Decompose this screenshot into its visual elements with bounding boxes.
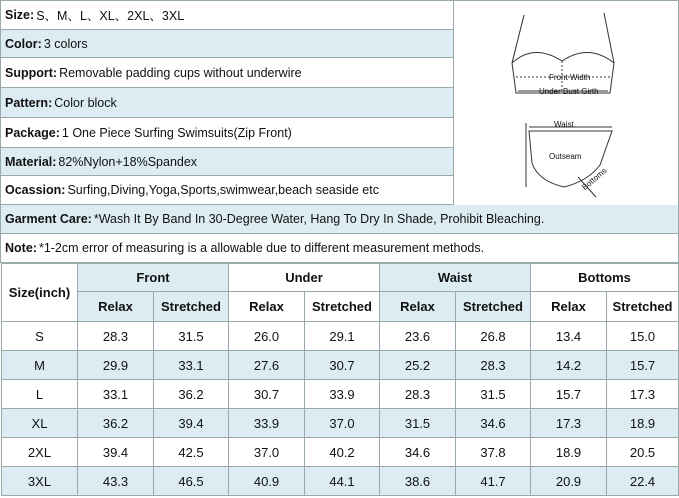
measurement-cell: 30.7 [229, 380, 305, 409]
measurement-cell: 36.2 [154, 380, 229, 409]
spec-label: Note: [5, 241, 37, 255]
outseam-label: Outseam [549, 152, 582, 161]
spec-value: *Wash It By Band In 30-Degree Water, Hang To Dry In Shade, Prohibit Bleaching. [93, 212, 545, 226]
size-cell: 3XL [2, 467, 78, 496]
measurement-cell: 36.2 [78, 409, 154, 438]
spec-label: Support: [5, 65, 58, 80]
table-row [2, 438, 679, 467]
group-header-under: Under [229, 264, 380, 292]
table-row [2, 409, 679, 438]
measurement-cell: 13.4 [531, 322, 607, 351]
measurement-cell: 43.3 [78, 467, 154, 496]
size-cell: XL [2, 409, 78, 438]
measurement-cell: 33.1 [154, 351, 229, 380]
spec-label: Size: [5, 8, 35, 22]
measurement-cell: 17.3 [531, 409, 607, 438]
spec-support [1, 58, 453, 88]
measurement-cell: 28.3 [78, 322, 154, 351]
spec-color [1, 30, 453, 58]
subheader-relax: Relax [78, 292, 154, 322]
group-header-waist: Waist [380, 264, 531, 292]
spec-label: Garment Care: [5, 212, 92, 226]
spec-label: Package: [5, 125, 60, 140]
spec-value: Color block [54, 95, 117, 110]
measurement-cell: 25.2 [380, 351, 456, 380]
spec-material [1, 148, 453, 176]
spec-label: Pattern: [5, 95, 53, 110]
subheader-stretched: Stretched [456, 292, 531, 322]
measurement-cell: 29.9 [78, 351, 154, 380]
table-header-row [2, 264, 679, 292]
size-cell: L [2, 380, 78, 409]
table-row [2, 351, 679, 380]
table-row [2, 467, 679, 496]
subheader-stretched: Stretched [607, 292, 679, 322]
panel-border-left [0, 0, 1, 263]
waist-label: Waist [554, 120, 574, 129]
bottoms-label: Bottoms [580, 166, 609, 192]
measurement-cell: 31.5 [380, 409, 456, 438]
measurement-cell: 28.3 [456, 351, 531, 380]
measurement-cell: 37.0 [229, 438, 305, 467]
measurement-cell: 40.2 [305, 438, 380, 467]
spec-occasion [1, 176, 453, 205]
size-chart-table [1, 263, 679, 496]
size-cell: 2XL [2, 438, 78, 467]
measurement-cell: 31.5 [154, 322, 229, 351]
measurement-cell: 37.0 [305, 409, 380, 438]
measurement-cell: 46.5 [154, 467, 229, 496]
spec-garment-care [1, 205, 678, 234]
measurement-cell: 26.8 [456, 322, 531, 351]
measurement-cell: 34.6 [380, 438, 456, 467]
group-header-bottoms: Bottoms [531, 264, 679, 292]
measurement-cell: 26.0 [229, 322, 305, 351]
measurement-cell: 22.4 [607, 467, 679, 496]
measurement-cell: 15.0 [607, 322, 679, 351]
table-row [2, 380, 679, 409]
size-header: Size(inch) [2, 264, 78, 322]
under-bust-girth-label: Under Bust Girth [539, 87, 599, 96]
measurement-cell: 18.9 [531, 438, 607, 467]
measurement-cell: 29.1 [305, 322, 380, 351]
measurement-cell: 37.8 [456, 438, 531, 467]
spec-value: S、M、L、XL、2XL、3XL [36, 9, 185, 23]
size-cell: M [2, 351, 78, 380]
measurement-cell: 39.4 [78, 438, 154, 467]
measurement-cell: 38.6 [380, 467, 456, 496]
spec-value: Removable padding cups without underwire [59, 65, 302, 80]
measurement-cell: 44.1 [305, 467, 380, 496]
spec-pattern [1, 88, 453, 118]
spec-label: Color: [5, 36, 42, 51]
spec-value: 1 One Piece Surfing Swimsuits(Zip Front) [61, 125, 292, 140]
subheader-stretched: Stretched [154, 292, 229, 322]
measurement-cell: 33.1 [78, 380, 154, 409]
spec-value: 82%Nylon+18%Spandex [58, 154, 198, 169]
measurement-cell: 15.7 [607, 351, 679, 380]
measurement-cell: 18.9 [607, 409, 679, 438]
spec-label: Material: [5, 154, 57, 169]
measurement-cell: 15.7 [531, 380, 607, 409]
spec-value: *1-2cm error of measuring is a allowable due to different measurement methods. [38, 241, 485, 255]
subheader-relax: Relax [531, 292, 607, 322]
spec-value: 3 colors [43, 36, 88, 51]
spec-label: Ocassion: [5, 183, 66, 197]
measurement-cell: 34.6 [456, 409, 531, 438]
measurement-cell: 20.9 [531, 467, 607, 496]
spec-note [1, 234, 678, 263]
front-width-label: Front Width [549, 73, 591, 82]
bra-strap-right [604, 13, 614, 63]
subheader-stretched: Stretched [305, 292, 380, 322]
measurement-cell: 23.6 [380, 322, 456, 351]
spec-size [1, 1, 453, 30]
size-cell: S [2, 322, 78, 351]
group-header-front: Front [78, 264, 229, 292]
measurement-cell: 30.7 [305, 351, 380, 380]
measurement-cell: 40.9 [229, 467, 305, 496]
spec-value: Surfing,Diving,Yoga,Sports,swimwear,beach seaside etc [67, 183, 379, 197]
table-subheader-row [2, 292, 679, 322]
measurement-cell: 39.4 [154, 409, 229, 438]
bra-cup-top [512, 52, 614, 63]
measurement-cell: 31.5 [456, 380, 531, 409]
measurement-cell: 33.9 [305, 380, 380, 409]
measurement-cell: 27.6 [229, 351, 305, 380]
table-row [2, 322, 679, 351]
subheader-relax: Relax [380, 292, 456, 322]
subheader-relax: Relax [229, 292, 305, 322]
measurement-cell: 20.5 [607, 438, 679, 467]
measurement-cell: 17.3 [607, 380, 679, 409]
measurement-cell: 41.7 [456, 467, 531, 496]
measurement-cell: 28.3 [380, 380, 456, 409]
measurement-cell: 33.9 [229, 409, 305, 438]
measurement-diagram [454, 1, 678, 203]
measurement-cell: 14.2 [531, 351, 607, 380]
spec-package [1, 118, 453, 148]
measurement-cell: 42.5 [154, 438, 229, 467]
